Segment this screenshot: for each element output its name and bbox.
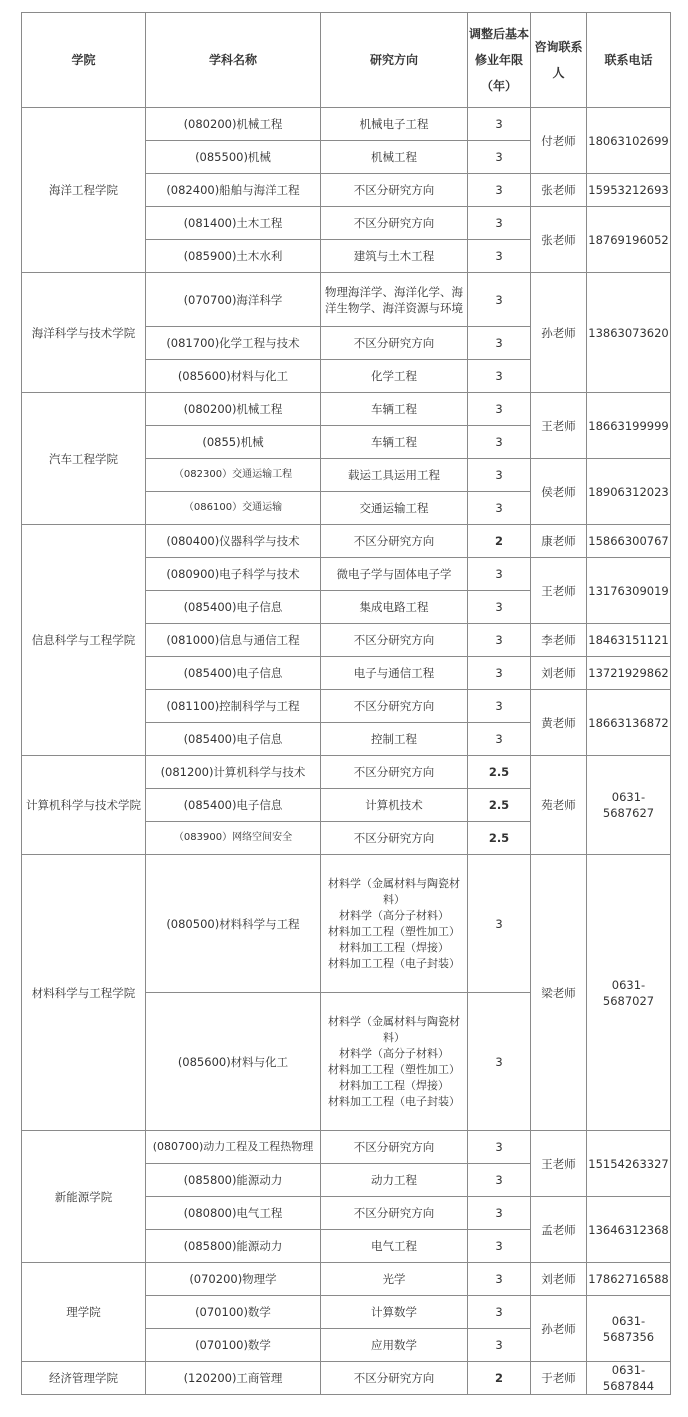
contact-cell: 孙老师 <box>531 273 587 393</box>
direction-cell: 材料学（金属材料与陶瓷材料） 材料学（高分子材料） 材料加工工程（塑性加工） 材料加工工程（焊接） 材料加工工程（电子封装） <box>321 993 468 1131</box>
direction-cell: 集成电路工程 <box>321 591 468 624</box>
contact-cell: 刘老师 <box>531 657 587 690</box>
phone-cell: 18463151121 <box>587 624 671 657</box>
years-cell: 3 <box>468 273 531 327</box>
discipline-cell: (085900)土木水利 <box>146 240 321 273</box>
contact-cell: 孟老师 <box>531 1197 587 1263</box>
contact-cell: 梁老师 <box>531 855 587 1131</box>
direction-cell: 计算机技术 <box>321 789 468 822</box>
discipline-cell: (080900)电子科学与技术 <box>146 558 321 591</box>
discipline-cell: (070200)物理学 <box>146 1263 321 1296</box>
discipline-cell: (080400)仪器科学与技术 <box>146 525 321 558</box>
college-cell: 海洋工程学院 <box>22 108 146 273</box>
table-row <box>22 273 671 327</box>
discipline-cell: (085800)能源动力 <box>146 1164 321 1197</box>
phone-cell: 18663136872 <box>587 690 671 756</box>
years-cell: 3 <box>468 492 531 525</box>
college-cell: 信息科学与工程学院 <box>22 525 146 756</box>
table-row <box>22 525 671 558</box>
phone-cell: 0631-5687356 <box>587 1296 671 1362</box>
discipline-cell: (085600)材料与化工 <box>146 993 321 1131</box>
discipline-cell: (080800)电气工程 <box>146 1197 321 1230</box>
contact-cell: 李老师 <box>531 624 587 657</box>
direction-cell: 电子与通信工程 <box>321 657 468 690</box>
contact-cell: 张老师 <box>531 207 587 273</box>
discipline-cell: (081700)化学工程与技术 <box>146 327 321 360</box>
direction-cell: 不区分研究方向 <box>321 690 468 723</box>
discipline-cell: (085400)电子信息 <box>146 591 321 624</box>
direction-cell: 机械工程 <box>321 141 468 174</box>
direction-cell: 车辆工程 <box>321 426 468 459</box>
years-cell: 3 <box>468 591 531 624</box>
contact-cell: 张老师 <box>531 174 587 207</box>
direction-cell: 不区分研究方向 <box>321 525 468 558</box>
discipline-cell: (085400)电子信息 <box>146 723 321 756</box>
years-cell: 3 <box>468 426 531 459</box>
discipline-cell: (080700)动力工程及工程热物理 <box>146 1131 321 1164</box>
discipline-cell: (070100)数学 <box>146 1329 321 1362</box>
years-cell: 3 <box>468 393 531 426</box>
direction-cell: 计算数学 <box>321 1296 468 1329</box>
years-cell: 3 <box>468 1263 531 1296</box>
contact-cell: 刘老师 <box>531 1263 587 1296</box>
years-cell: 3 <box>468 1197 531 1230</box>
phone-cell: 13646312368 <box>587 1197 671 1263</box>
discipline-cell: (080200)机械工程 <box>146 393 321 426</box>
phone-cell: 0631-5687027 <box>587 855 671 1131</box>
phone-cell: 17862716588 <box>587 1263 671 1296</box>
header-research-direction: 研究方向 <box>321 13 468 108</box>
contact-cell: 王老师 <box>531 558 587 624</box>
discipline-cell: (085600)材料与化工 <box>146 360 321 393</box>
table-row <box>22 108 671 141</box>
discipline-cell: (081100)控制科学与工程 <box>146 690 321 723</box>
phone-cell: 13721929862 <box>587 657 671 690</box>
direction-cell: 不区分研究方向 <box>321 1131 468 1164</box>
discipline-cell: （086100）交通运输 <box>146 492 321 525</box>
direction-cell: 光学 <box>321 1263 468 1296</box>
program-table <box>21 12 671 1395</box>
years-cell: 3 <box>468 558 531 591</box>
years-cell: 3 <box>468 657 531 690</box>
years-cell: 3 <box>468 108 531 141</box>
college-cell: 计算机科学与技术学院 <box>22 756 146 855</box>
years-cell: 3 <box>468 174 531 207</box>
years-cell: 3 <box>468 360 531 393</box>
contact-cell: 于老师 <box>531 1362 587 1395</box>
years-cell: 3 <box>468 240 531 273</box>
years-cell: 2 <box>468 525 531 558</box>
contact-cell: 孙老师 <box>531 1296 587 1362</box>
direction-cell: 不区分研究方向 <box>321 756 468 789</box>
contact-cell: 苑老师 <box>531 756 587 855</box>
header-college: 学院 <box>22 13 146 108</box>
direction-cell: 不区分研究方向 <box>321 207 468 240</box>
discipline-cell: (085500)机械 <box>146 141 321 174</box>
discipline-cell: (070100)数学 <box>146 1296 321 1329</box>
contact-cell: 王老师 <box>531 393 587 459</box>
years-cell: 3 <box>468 855 531 993</box>
discipline-cell: (085400)电子信息 <box>146 789 321 822</box>
college-cell: 材料科学与工程学院 <box>22 855 146 1131</box>
table-row <box>22 855 671 993</box>
table-row <box>22 393 671 426</box>
direction-cell: 不区分研究方向 <box>321 1362 468 1395</box>
discipline-cell: (082400)船舶与海洋工程 <box>146 174 321 207</box>
phone-cell: 18663199999 <box>587 393 671 459</box>
header-discipline: 学科名称 <box>146 13 321 108</box>
direction-cell: 应用数学 <box>321 1329 468 1362</box>
header-row <box>22 13 671 108</box>
phone-cell: 15866300767 <box>587 525 671 558</box>
discipline-cell: (0855)机械 <box>146 426 321 459</box>
years-cell: 3 <box>468 327 531 360</box>
years-cell: 2 <box>468 1362 531 1395</box>
direction-cell: 建筑与土木工程 <box>321 240 468 273</box>
discipline-cell: (120200)工商管理 <box>146 1362 321 1395</box>
discipline-cell: (085800)能源动力 <box>146 1230 321 1263</box>
discipline-cell: （083900）网络空间安全 <box>146 822 321 855</box>
phone-cell: 13863073620 <box>587 273 671 393</box>
direction-cell: 电气工程 <box>321 1230 468 1263</box>
contact-cell: 王老师 <box>531 1131 587 1197</box>
direction-cell: 物理海洋学、海洋化学、海洋生物学、海洋资源与环境 <box>321 273 468 327</box>
phone-cell: 15953212693 <box>587 174 671 207</box>
contact-cell: 黄老师 <box>531 690 587 756</box>
direction-cell: 化学工程 <box>321 360 468 393</box>
direction-cell: 不区分研究方向 <box>321 624 468 657</box>
phone-cell: 18063102699 <box>587 108 671 174</box>
phone-cell: 18769196052 <box>587 207 671 273</box>
header-study-years: 调整后基本修业年限（年） <box>468 13 531 108</box>
college-cell: 海洋科学与技术学院 <box>22 273 146 393</box>
direction-cell: 机械电子工程 <box>321 108 468 141</box>
discipline-cell: (081200)计算机科学与技术 <box>146 756 321 789</box>
phone-cell: 15154263327 <box>587 1131 671 1197</box>
direction-cell: 控制工程 <box>321 723 468 756</box>
contact-cell: 康老师 <box>531 525 587 558</box>
direction-cell: 材料学（金属材料与陶瓷材料） 材料学（高分子材料） 材料加工工程（塑性加工） 材料加工工程（焊接） 材料加工工程（电子封装） <box>321 855 468 993</box>
years-cell: 3 <box>468 459 531 492</box>
header-contact-person: 咨询联系人 <box>531 13 587 108</box>
years-cell: 3 <box>468 993 531 1131</box>
table-row <box>22 1131 671 1164</box>
direction-cell: 不区分研究方向 <box>321 1197 468 1230</box>
direction-cell: 不区分研究方向 <box>321 174 468 207</box>
college-cell: 经济管理学院 <box>22 1362 146 1395</box>
years-cell: 3 <box>468 1131 531 1164</box>
college-cell: 新能源学院 <box>22 1131 146 1263</box>
years-cell: 3 <box>468 723 531 756</box>
discipline-cell: (081000)信息与通信工程 <box>146 624 321 657</box>
years-cell: 3 <box>468 141 531 174</box>
contact-cell: 侯老师 <box>531 459 587 525</box>
direction-cell: 交通运输工程 <box>321 492 468 525</box>
college-cell: 理学院 <box>22 1263 146 1362</box>
years-cell: 3 <box>468 207 531 240</box>
phone-cell: 0631-5687844 <box>587 1362 671 1395</box>
discipline-cell: (080500)材料科学与工程 <box>146 855 321 993</box>
direction-cell: 载运工具运用工程 <box>321 459 468 492</box>
contact-cell: 付老师 <box>531 108 587 174</box>
years-cell: 2.5 <box>468 822 531 855</box>
discipline-cell: (080200)机械工程 <box>146 108 321 141</box>
discipline-cell: (070700)海洋科学 <box>146 273 321 327</box>
years-cell: 3 <box>468 690 531 723</box>
years-cell: 2.5 <box>468 789 531 822</box>
years-cell: 3 <box>468 1230 531 1263</box>
years-cell: 2.5 <box>468 756 531 789</box>
table-row <box>22 1263 671 1296</box>
years-cell: 3 <box>468 1329 531 1362</box>
years-cell: 3 <box>468 1164 531 1197</box>
years-cell: 3 <box>468 624 531 657</box>
direction-cell: 不区分研究方向 <box>321 822 468 855</box>
phone-cell: 13176309019 <box>587 558 671 624</box>
college-cell: 汽车工程学院 <box>22 393 146 525</box>
header-phone: 联系电话 <box>587 13 671 108</box>
phone-cell: 18906312023 <box>587 459 671 525</box>
discipline-cell: （082300）交通运输工程 <box>146 459 321 492</box>
years-cell: 3 <box>468 1296 531 1329</box>
phone-cell: 0631-5687627 <box>587 756 671 855</box>
table-row <box>22 756 671 789</box>
direction-cell: 动力工程 <box>321 1164 468 1197</box>
direction-cell: 车辆工程 <box>321 393 468 426</box>
direction-cell: 微电子学与固体电子学 <box>321 558 468 591</box>
table-row <box>22 1362 671 1395</box>
discipline-cell: (085400)电子信息 <box>146 657 321 690</box>
discipline-cell: (081400)土木工程 <box>146 207 321 240</box>
direction-cell: 不区分研究方向 <box>321 327 468 360</box>
